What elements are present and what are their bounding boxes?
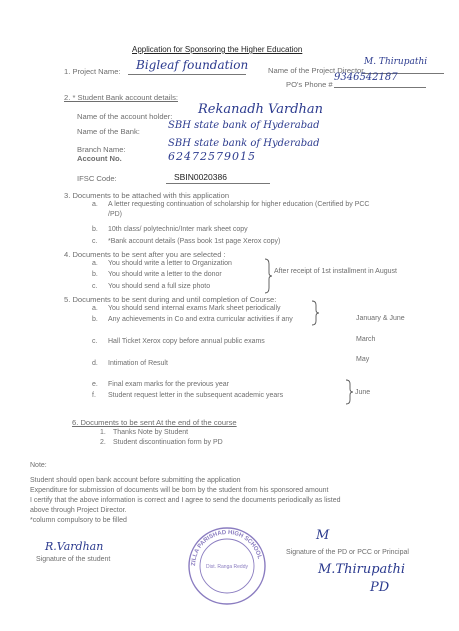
- docs-selected-c: You should send a full size photo: [108, 283, 211, 290]
- project-name-label: 1. Project Name:: [64, 67, 121, 76]
- docs-attached-heading: 3. Documents to be attached with this application: [64, 191, 230, 200]
- when-d: May: [356, 356, 370, 363]
- bank-name-label: Name of the Bank:: [77, 127, 140, 136]
- docs-selected-c-marker: c.: [92, 283, 98, 290]
- holder-value: Rekanadh Vardhan: [198, 102, 324, 117]
- docs-during-e-marker: e.: [92, 381, 98, 388]
- docs-during-f-marker: f.: [92, 392, 96, 399]
- ifsc-value: SBIN0020386: [174, 172, 227, 182]
- docs-end-1: Thanks Note by Student: [113, 429, 189, 436]
- docs-during-a-marker: a.: [92, 305, 98, 312]
- docs-during-b-marker: b.: [92, 316, 98, 323]
- docs-during-d: Intimation of Result: [108, 360, 168, 367]
- docs-attached-a: A letter requesting continuation of scholarship for higher education (Certified by PCC: [108, 201, 370, 208]
- phone-label: PO's Phone #: [286, 80, 333, 89]
- docs-attached-a-cont: /PD): [108, 211, 122, 218]
- brace-ef: [344, 379, 354, 405]
- docs-selected-b-marker: b.: [92, 271, 98, 278]
- ifsc-label: IFSC Code:: [77, 174, 117, 183]
- when-c: March: [356, 336, 376, 343]
- holder-label: Name of the account holder:: [77, 112, 173, 121]
- note-line-2: Expenditure for submission of documents will be born by the student from his sponsored amount: [30, 487, 329, 494]
- bank-name-value: SBH state bank of Hyderabad: [168, 120, 320, 131]
- docs-selected-b: You should write a letter to the donor: [108, 271, 222, 278]
- brace-ab: [310, 300, 320, 326]
- docs-attached-c: *Bank account details (Pass book 1st page Xerox copy): [108, 238, 281, 245]
- pd-initials: M: [316, 528, 330, 543]
- form-title: Application for Sponsoring the Higher Education: [132, 45, 303, 54]
- docs-selected-heading: 4. Documents to be sent after you are selected :: [64, 250, 226, 259]
- docs-end-1-marker: 1.: [100, 429, 106, 436]
- docs-during-d-marker: d.: [92, 360, 98, 367]
- note-line-1: Student should open bank account before submitting the application: [30, 477, 241, 484]
- docs-attached-c-marker: c.: [92, 238, 98, 245]
- student-signature-label: Signature of the student: [36, 556, 111, 563]
- note-line-5: *column compulsory to be filled: [30, 517, 127, 524]
- note-label: Note:: [30, 462, 47, 469]
- branch-label: Branch Name:: [77, 145, 126, 154]
- brace-selected: [263, 258, 273, 294]
- docs-during-e: Final exam marks for the previous year: [108, 381, 229, 388]
- docs-attached-b: 10th class/ polytechnic/Inter mark sheet copy: [108, 226, 248, 233]
- note-line-4: above through Project Director.: [30, 507, 127, 514]
- svg-text:ZILLA PARISHAD HIGH SCHOOL: ZILLA PARISHAD HIGH SCHOOL: [190, 529, 263, 567]
- docs-selected-a-marker: a.: [92, 260, 98, 267]
- pd-signature-label: Signature of the PD or PCC or Principal: [286, 549, 409, 556]
- student-signature: R.Vardhan: [45, 540, 104, 553]
- docs-end-2-marker: 2.: [100, 439, 106, 446]
- docs-during-a: You should send internal exams Mark sheet periodically: [108, 305, 281, 312]
- docs-during-c: Hall Ticket Xerox copy before annual public exams: [108, 338, 265, 345]
- pd-signature: M.Thirupathi: [318, 562, 406, 577]
- project-director-value: M. Thirupathi: [364, 57, 428, 67]
- docs-during-heading: 5. Documents to be sent during and until completion of Course:: [64, 295, 277, 304]
- docs-selected-a: You should write a letter to Organization: [108, 260, 232, 267]
- docs-during-c-marker: c.: [92, 338, 98, 345]
- docs-end-heading: 6. Documents to be sent At the end of the course: [72, 418, 237, 427]
- phone-value: 9346542187: [334, 72, 398, 83]
- docs-end-2: Student discontinuation form by PD: [113, 439, 223, 446]
- when-ef: June: [355, 389, 371, 396]
- project-name-value: Bigleaf foundation: [136, 58, 249, 72]
- account-label: Account No.: [77, 154, 122, 163]
- note-line-3: I certify that the above information is correct and I agree to send the documents periodically as listed: [30, 497, 341, 504]
- bank-heading: 2. * Student Bank account details:: [64, 93, 178, 102]
- account-value: 62472579015: [168, 150, 256, 163]
- project-director-label: Name of the Project Director: [268, 66, 364, 75]
- school-stamp: [186, 525, 268, 607]
- after-receipt-note: After receipt of 1st installment in August: [274, 268, 397, 275]
- docs-attached-a-marker: a.: [92, 201, 98, 208]
- svg-text:Dist. Ranga Reddy: Dist. Ranga Reddy: [206, 564, 248, 570]
- docs-during-f: Student request letter in the subsequent academic years: [108, 392, 284, 399]
- pd-suffix: PD: [370, 580, 390, 595]
- when-ab: January & June: [356, 315, 405, 322]
- docs-during-b: Any achievements in Co and extra curricular activities if any: [108, 316, 293, 323]
- docs-attached-b-marker: b.: [92, 226, 98, 233]
- branch-value: SBH state bank of Hyderabad: [168, 138, 320, 149]
